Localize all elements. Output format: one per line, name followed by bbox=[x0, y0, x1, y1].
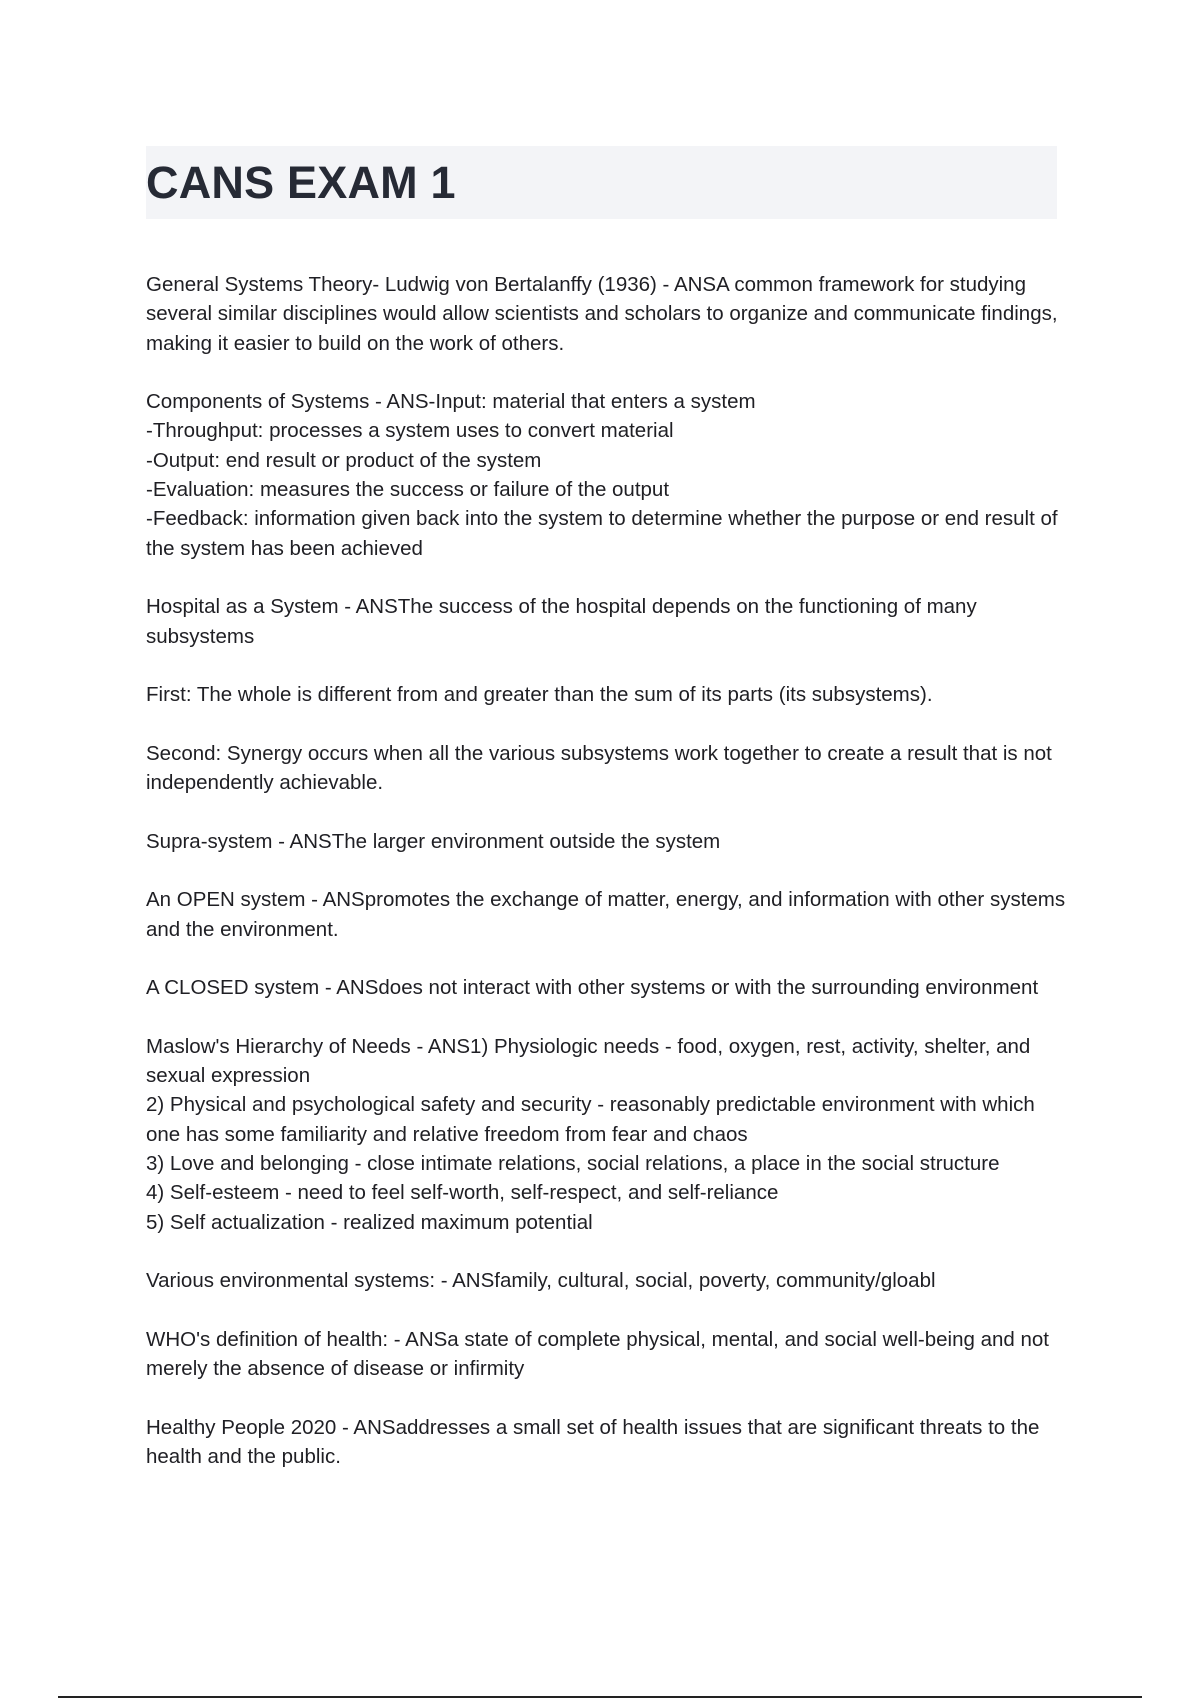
entry-environmental-systems bbox=[146, 1266, 1066, 1295]
entry-line: Various environmental systems: - ANSfamily, cultural, social, poverty, community/gloabl bbox=[146, 1269, 936, 1293]
entry-line: Second: Synergy occurs when all the various subsystems work together to create a result that is not independently achievable. bbox=[146, 741, 1058, 795]
entry-healthy-people-2020 bbox=[146, 1413, 1066, 1472]
entry-line: WHO's definition of health: - ANSa state of complete physical, mental, and social well-being and not merely the absence of disease or infirmity bbox=[146, 1327, 1055, 1380]
entry-line: -Output: end result or product of the system bbox=[146, 448, 542, 472]
entry-line: Healthy People 2020 - ANSaddresses a small set of health issues that are significant threats to the health and the public. bbox=[146, 1415, 1046, 1468]
entry-line: 4) Self-esteem - need to feel self-worth, self-respect, and self-reliance bbox=[146, 1181, 779, 1205]
entry-line: An OPEN system - ANSpromotes the exchange of matter, energy, and information with other systems and the environment. bbox=[146, 888, 1071, 941]
entry-who-definition bbox=[146, 1325, 1066, 1384]
entry-line: Supra-system - ANSThe larger environment outside the system bbox=[146, 829, 721, 853]
entry-second-principle bbox=[146, 739, 1066, 798]
entry-line: Components of Systems - ANS-Input: material that enters a system bbox=[146, 390, 756, 414]
document-body bbox=[146, 270, 1071, 1500]
page-title: CANS EXAM 1 bbox=[146, 157, 456, 208]
entry-line: Hospital as a System - ANSThe success of the hospital depends on the functioning of many subsystems bbox=[146, 595, 983, 648]
entry-line: A CLOSED system - ANSdoes not interact with other systems or with the surrounding environment bbox=[146, 976, 1039, 1000]
entry-line: -Feedback: information given back into the system to determine whether the purpose or end result of the system has been achieved bbox=[146, 507, 1064, 560]
entry-maslows-hierarchy bbox=[146, 1032, 1066, 1237]
entry-line: 2) Physical and psychological safety and security - reasonably predictable environment with which one has some familiarity and relative freedom from fear and chaos bbox=[146, 1093, 1041, 1146]
entry-line: 5) Self actualization - realized maximum potential bbox=[146, 1210, 593, 1234]
entry-line: First: The whole is different from and greater than the sum of its parts (its subsystems). bbox=[146, 683, 933, 707]
entry-general-systems-theory bbox=[146, 270, 1066, 358]
entry-hospital-as-a-system bbox=[146, 592, 1066, 651]
entry-line: 3) Love and belonging - close intimate relations, social relations, a place in the social structure bbox=[146, 1151, 1000, 1175]
entry-open-system bbox=[146, 885, 1071, 944]
entry-first-principle bbox=[146, 680, 1066, 709]
entry-line: -Evaluation: measures the success or failure of the output bbox=[146, 478, 670, 502]
entry-closed-system bbox=[146, 973, 1066, 1002]
entry-line: -Throughput: processes a system uses to convert material bbox=[146, 419, 674, 443]
footer-divider bbox=[58, 1696, 1142, 1698]
entry-line: Maslow's Hierarchy of Needs - ANS1) Physiologic needs - food, oxygen, rest, activity, shelter, and sexual expression bbox=[146, 1034, 1036, 1088]
entry-components-of-systems bbox=[146, 387, 1066, 563]
entry-supra-system bbox=[146, 827, 1066, 856]
entry-line: General Systems Theory- Ludwig von Bertalanffy (1936) - ANSA common framework for studying several similar disciplines would allow scientists and scholars to organize and communicate findings, making it easier to build on the work of others. bbox=[146, 273, 1064, 355]
